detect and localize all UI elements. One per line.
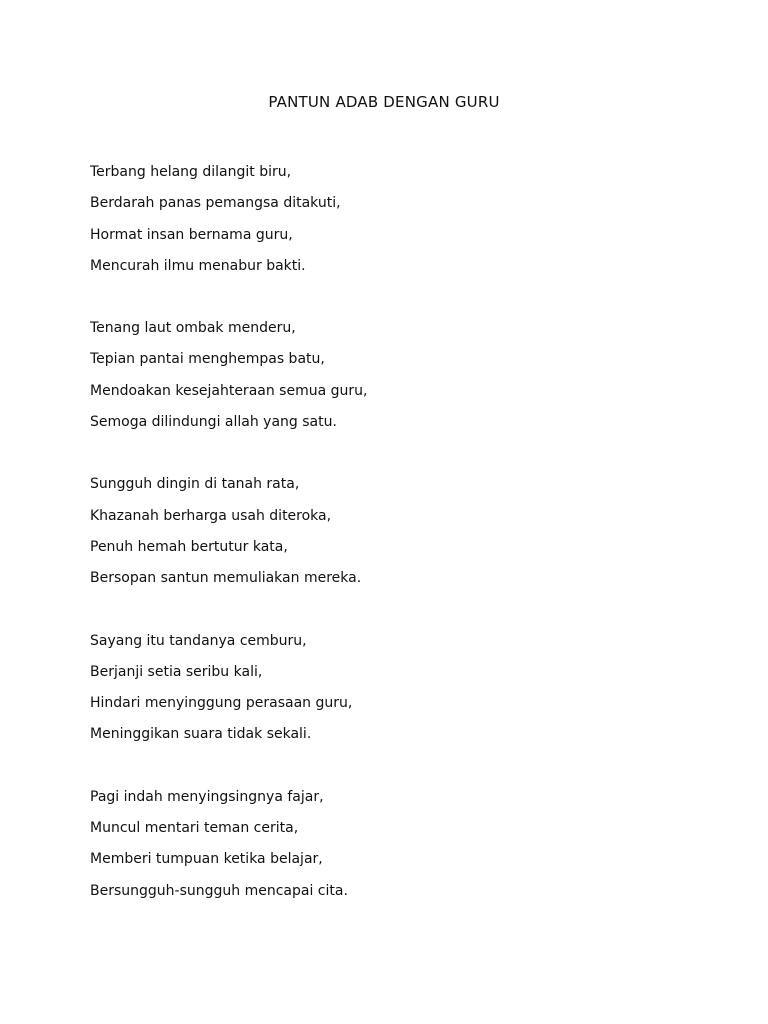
poem-line: Berjanji setia seribu kali,	[90, 663, 263, 680]
poem-line: Bersopan santun memuliakan mereka.	[90, 570, 362, 587]
stanza-5	[90, 782, 690, 907]
poem-line: Mencurah ilmu menabur bakti.	[90, 257, 306, 274]
poem-line: Memberi tumpuan ketika belajar,	[90, 851, 323, 868]
poem-line: Meninggikan suara tidak sekali.	[90, 726, 312, 743]
poem-line: Tenang laut ombak menderu,	[90, 320, 296, 337]
stanza-2	[90, 313, 690, 438]
poem-line: Berdarah panas pemangsa ditakuti,	[90, 195, 341, 212]
document-title: PANTUN ADAB DENGAN GURU	[268, 93, 500, 111]
poem-line: Tepian pantai menghempas batu,	[90, 351, 325, 368]
stanza-1	[90, 157, 690, 282]
poem-line: Sayang itu tandanya cemburu,	[90, 632, 307, 649]
poem-line: Terbang helang dilangit biru,	[90, 164, 292, 180]
poem-line: Pagi indah menyingsingnya fajar,	[90, 788, 324, 805]
poem-line: Hindari menyinggung perasaan guru,	[90, 695, 353, 712]
poem-line: Penuh hemah bertutur kata,	[90, 538, 288, 555]
poem-line: Khazanah berharga usah diteroka,	[90, 507, 332, 524]
poem-line: Mendoakan kesejahteraan semua guru,	[90, 382, 368, 399]
poem-body	[90, 157, 690, 938]
poem-line: Sungguh dingin di tanah rata,	[90, 476, 300, 493]
poem-line: Bersungguh-sungguh mencapai cita.	[90, 882, 348, 899]
poem-line: Hormat insan bernama guru,	[90, 226, 293, 243]
poem-line: Semoga dilindungi allah yang satu.	[90, 414, 337, 431]
poem-line: Muncul mentari teman cerita,	[90, 820, 299, 837]
stanza-3	[90, 469, 690, 594]
stanza-4	[90, 626, 690, 751]
